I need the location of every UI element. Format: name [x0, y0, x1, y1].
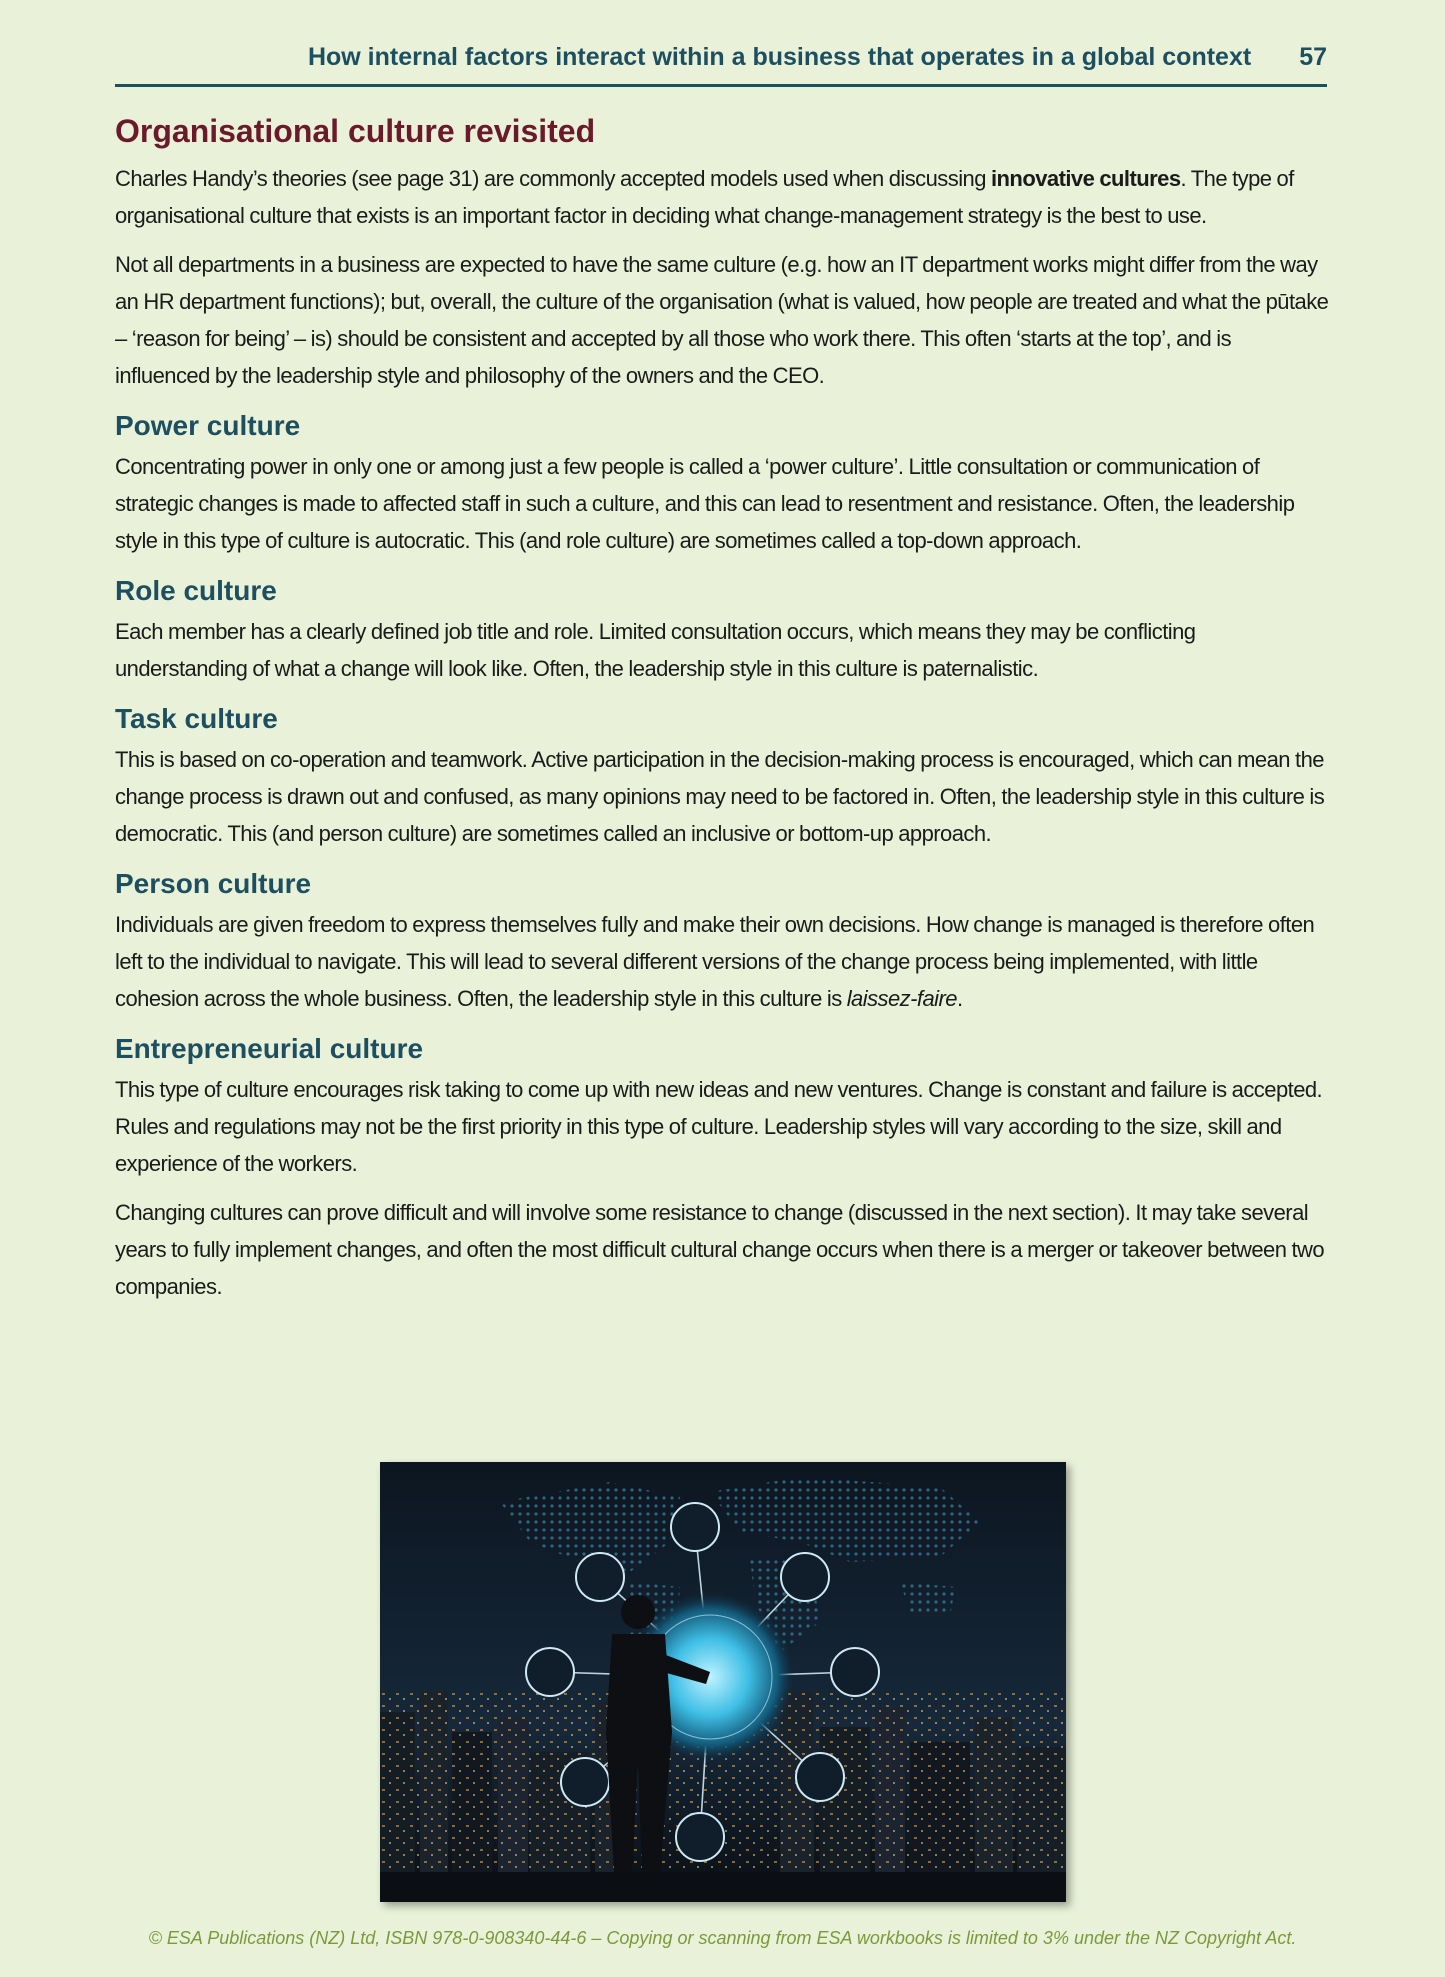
page-number: 57 — [1299, 42, 1327, 71]
page-title: Organisational culture revisited — [115, 113, 596, 149]
article-body — [115, 108, 1330, 1317]
departments-paragraph: Not all departments in a business are expected to have the same culture (e.g. how an IT department works might differ from the way an HR department functions); but, overall, the culture of the organisation (what is valued, how people are treated and what the pūtake – ‘reason for being’ – is) should be consistent and accepted by all those who work there. This often ‘starts at the top’, and is influenced by the leadership style and philosophy of the owners and the CEO. — [115, 252, 1329, 388]
running-header — [115, 30, 1327, 87]
power-culture-heading: Power culture — [115, 410, 301, 441]
copyright-footer: © ESA Publications (NZ) Ltd, ISBN 978-0-908340-44-6 – Copying or scanning from ESA workbooks is limited to 3% under the NZ Copyright Act. — [148, 1928, 1297, 1948]
city-network-photo — [380, 1462, 1066, 1902]
person-culture-heading: Person culture — [115, 868, 312, 899]
person-culture-text: Individuals are given freedom to express themselves fully and make their own decisions. How change is managed is therefore often left to the individual to navigate. This will lead to several different versions of the change process being implemented, with little cohesion across the whole business. Often, the leadership style in this culture is laissez-faire. — [115, 912, 1315, 1011]
entrepreneurial-culture-heading: Entrepreneurial culture — [115, 1033, 424, 1064]
task-culture-text: This is based on co-operation and teamwork. Active participation in the decision-making process is encouraged, which can mean the change process is drawn out and confused, as many opinions may need to be factored in. Often, the leadership style in this culture is democratic. This (and person culture) are sometimes called an inclusive or bottom-up approach. — [115, 747, 1325, 846]
power-culture-text: Concentrating power in only one or among just a few people is called a ‘power culture’. Little consultation or communication of strategic changes is made to affected staff in such a culture, and this can lead to resentment and resistance. Often, the leadership style in this type of culture is autocratic. This (and role culture) are sometimes called a top-down approach. — [115, 454, 1295, 553]
innovative-cultures-term: innovative cultures — [990, 166, 1181, 191]
task-culture-heading: Task culture — [115, 703, 278, 734]
role-culture-text: Each member has a clearly defined job title and role. Limited consultation occurs, which means they may be conflicting understanding of what a change will look like. Often, the leadership style in this culture is paternalistic. — [115, 619, 1196, 681]
role-culture-heading: Role culture — [115, 575, 277, 606]
closing-paragraph: Changing cultures can prove difficult and will involve some resistance to change (discussed in the next section). It may take several years to fully implement changes, and often the most difficult cultural change occurs when there is a merger or takeover between two companies. — [115, 1200, 1325, 1299]
header-title: How internal factors interact within a business that operates in a global context — [307, 42, 1252, 71]
intro-paragraph: Charles Handy’s theories (see page 31) are commonly accepted models used when discussing innovative cultures. The type of organisational culture that exists is an important factor in deciding what change-management strategy is the best to use. — [115, 166, 1294, 228]
entrepreneurial-culture-text: This type of culture encourages risk taking to come up with new ideas and new ventures. Change is constant and failure is accepted. Rules and regulations may not be the first priority in this type of culture. Leadership styles will vary according to the size, skill and experience of the workers. — [115, 1077, 1323, 1176]
